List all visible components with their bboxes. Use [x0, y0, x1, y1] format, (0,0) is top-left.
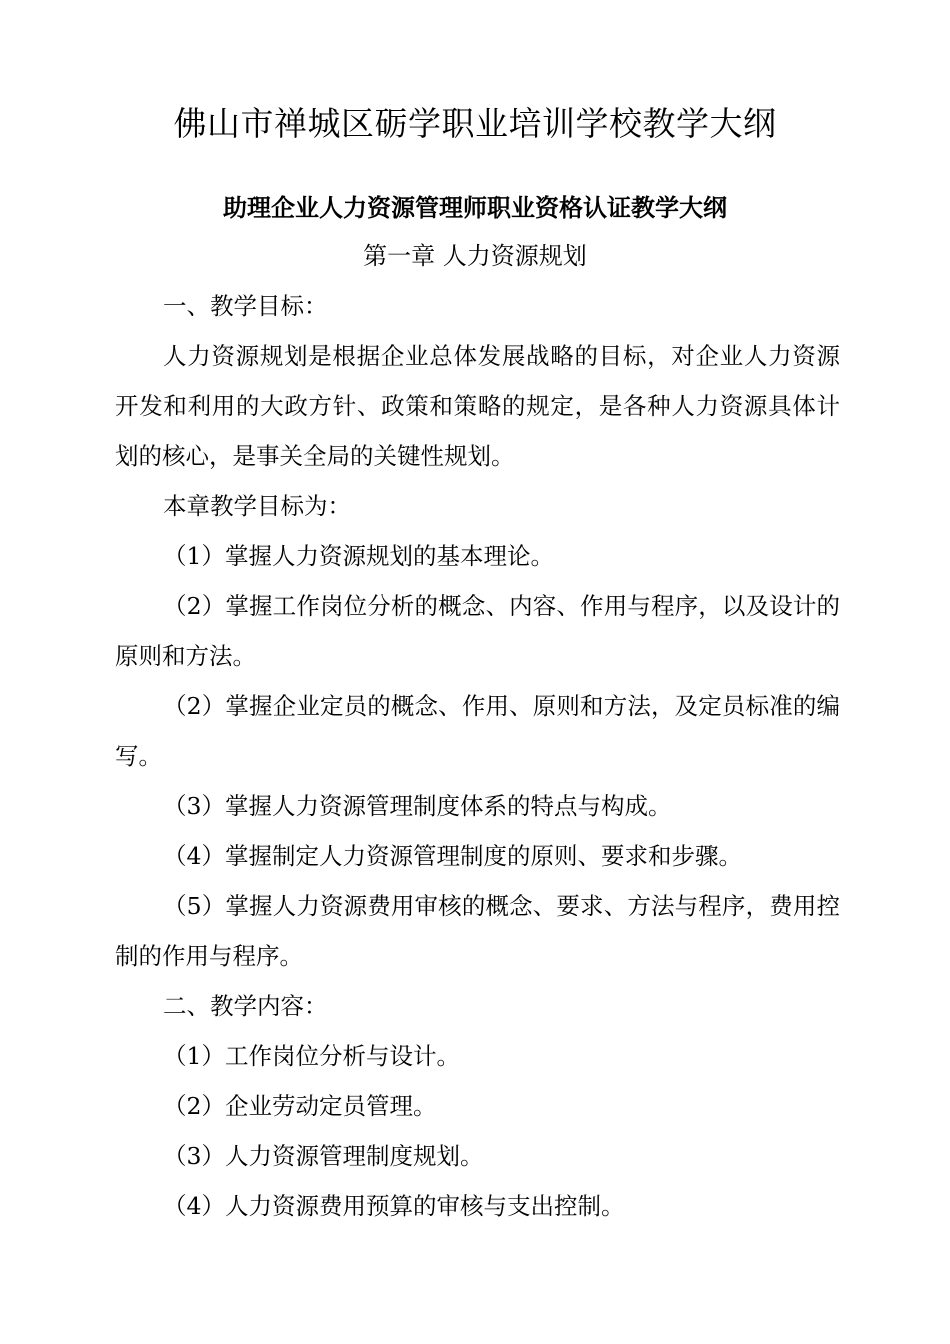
document-subtitle: 助理企业人力资源管理师职业资格认证教学大纲 — [223, 194, 727, 222]
objective-item: （5）掌握人力资源费用审核的概念、要求、方法与程序，费用控制的作用与程序。 — [115, 892, 840, 970]
content-item: （4）人力资源费用预算的审核与支出控制。 — [163, 1192, 625, 1220]
document-title: 佛山市禅城区砺学职业培训学校教学大纲 — [173, 104, 777, 143]
objective-item: （2）掌握企业定员的概念、作用、原则和方法，及定员标准的编写。 — [115, 692, 840, 770]
content-item: （1）工作岗位分析与设计。 — [163, 1042, 460, 1070]
content-heading: 二、教学内容： — [163, 992, 328, 1020]
objective-item: （3）掌握人力资源管理制度体系的特点与构成。 — [163, 792, 672, 820]
objectives-lead: 本章教学目标为： — [163, 492, 351, 520]
objective-item: （1）掌握人力资源规划的基本理论。 — [163, 542, 554, 570]
objective-item: （2）掌握工作岗位分析的概念、内容、作用与程序，以及设计的原则和方法。 — [115, 592, 840, 670]
intro-paragraph: 人力资源规划是根据企业总体发展战略的目标，对企业人力资源开发和利用的大政方针、政策和策略的规定，是各种人力资源具体计划的核心，是事关全局的关键性规划。 — [115, 342, 840, 470]
content-item: （3）人力资源管理制度规划。 — [163, 1142, 484, 1170]
content-item: （2）企业劳动定员管理。 — [163, 1092, 437, 1120]
chapter-heading: 第一章 人力资源规划 — [363, 242, 587, 270]
objective-item: （4）掌握制定人力资源管理制度的原则、要求和步骤。 — [163, 842, 742, 870]
objectives-heading: 一、教学目标： — [163, 292, 328, 320]
